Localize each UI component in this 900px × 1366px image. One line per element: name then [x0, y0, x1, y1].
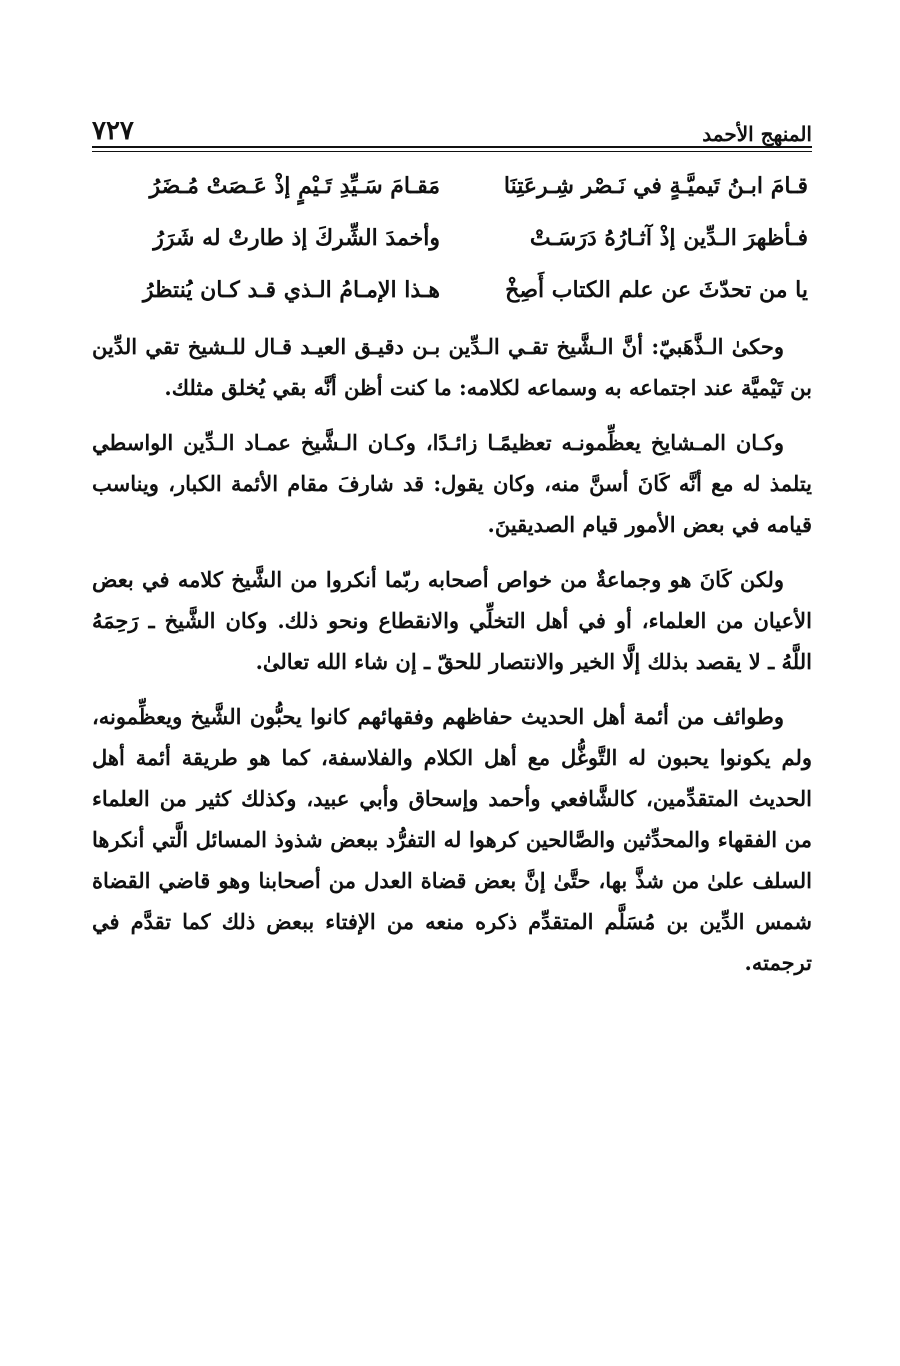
verse-first-hemistich: قـامَ ابـنُ تَيميَّـةٍ في نَـصْر شِـرعَتِنَا [503, 173, 808, 199]
verse-first-hemistich: فـأظهرَ الـدِّين إذْ آثـارُهُ دَرَسَـتْ [529, 225, 808, 251]
paragraph: وحكىٰ الـذَّهَبيّ: أنَّ الـشَّيخ تقـي الـدِّين بـن دقيـق العيـد قـال للـشيخ تقي الدِّين بن تَيْميَّة عند اجتماعه به وسماعه لكلامه: ما كنت أظن أنَّه بقي يُخلق مثلك. [92, 334, 812, 400]
page-number: ٧٢٧ [92, 116, 134, 146]
body-text [92, 326, 812, 997]
poem-verse [100, 162, 808, 214]
paragraph: وكـان المـشايخ يعظِّمونـه تعظيمًـا زائـدًا، وكـان الـشَّيخ عمـاد الـدِّين الواسطي يتلمذ له مع أنَّه كَانَ أسنَّ منه، وكان يقول: قد شارفَ مقام الأئمة الكبار، ويناسب قيامه في بعض الأمور قيام الصديقينَ. [92, 430, 812, 537]
verse-second-hemistich: وأخمدَ الشِّركَ إذ طارتْ له شَرَرُ [153, 225, 440, 251]
poem-verse [100, 266, 808, 318]
poem-verse [100, 214, 808, 266]
paragraph: ولكن كَانَ هو وجماعةٌ من خواص أصحابه ربّما أنكروا من الشَّيخ كلامه في بعض الأعيان من العلماء، أو في أهل التخلِّي والانقطاع ونحو ذلك. وكان الشَّيخ ـ رَحِمَهُ اللَّهُ ـ لا يقصد بذلك إلَّا الخير والانتصار للحقّ ـ إن شاء الله تعالىٰ. [92, 567, 812, 674]
verse-second-hemistich: مَقـامَ سَـيِّدِ تَـيْمٍ إذْ عَـصَتْ مُـضَرُ [149, 173, 440, 199]
running-title: المنهج الأحمد [702, 122, 812, 146]
page-header [92, 108, 812, 146]
paragraph: وطوائف من أئمة أهل الحديث حفاظهم وفقهائهم كانوا يحبُّون الشَّيخ ويعظِّمونه، ولم يكونوا يحبون له التَّوغُّل مع أهل الكلام والفلاسفة، كما هو طريقة أئمة أهل الحديث المتقدِّمين، كالشَّافعي وأحمد وإسحاق وأبي عبيد، وكذلك كثير من العلماء من الفقهاء والمحدِّثين والصَّالحين كرهوا له التفرُّد ببعض شذوذ المسائل الَّتي أنكرها السلف علىٰ من شذَّ بها، حتَّىٰ إنَّ بعض قضاة العدل من أصحابنا وهو قاضي القضاة شمس الدِّين بن مُسَلَّم المتقدِّم ذكره منعه من الإفتاء ببعض ذلك كما تقدَّم في ترجمته. [92, 704, 812, 975]
verse-second-hemistich: هـذا الإمـامُ الـذي قـد كـان يُنتظرُ [142, 277, 440, 303]
poem-block [100, 162, 808, 318]
verse-first-hemistich: يا من تحدّثَ عن علم الكتاب أَصِخْ [505, 277, 808, 303]
header-rule-thin [92, 151, 812, 152]
header-rule-thick [92, 146, 812, 148]
